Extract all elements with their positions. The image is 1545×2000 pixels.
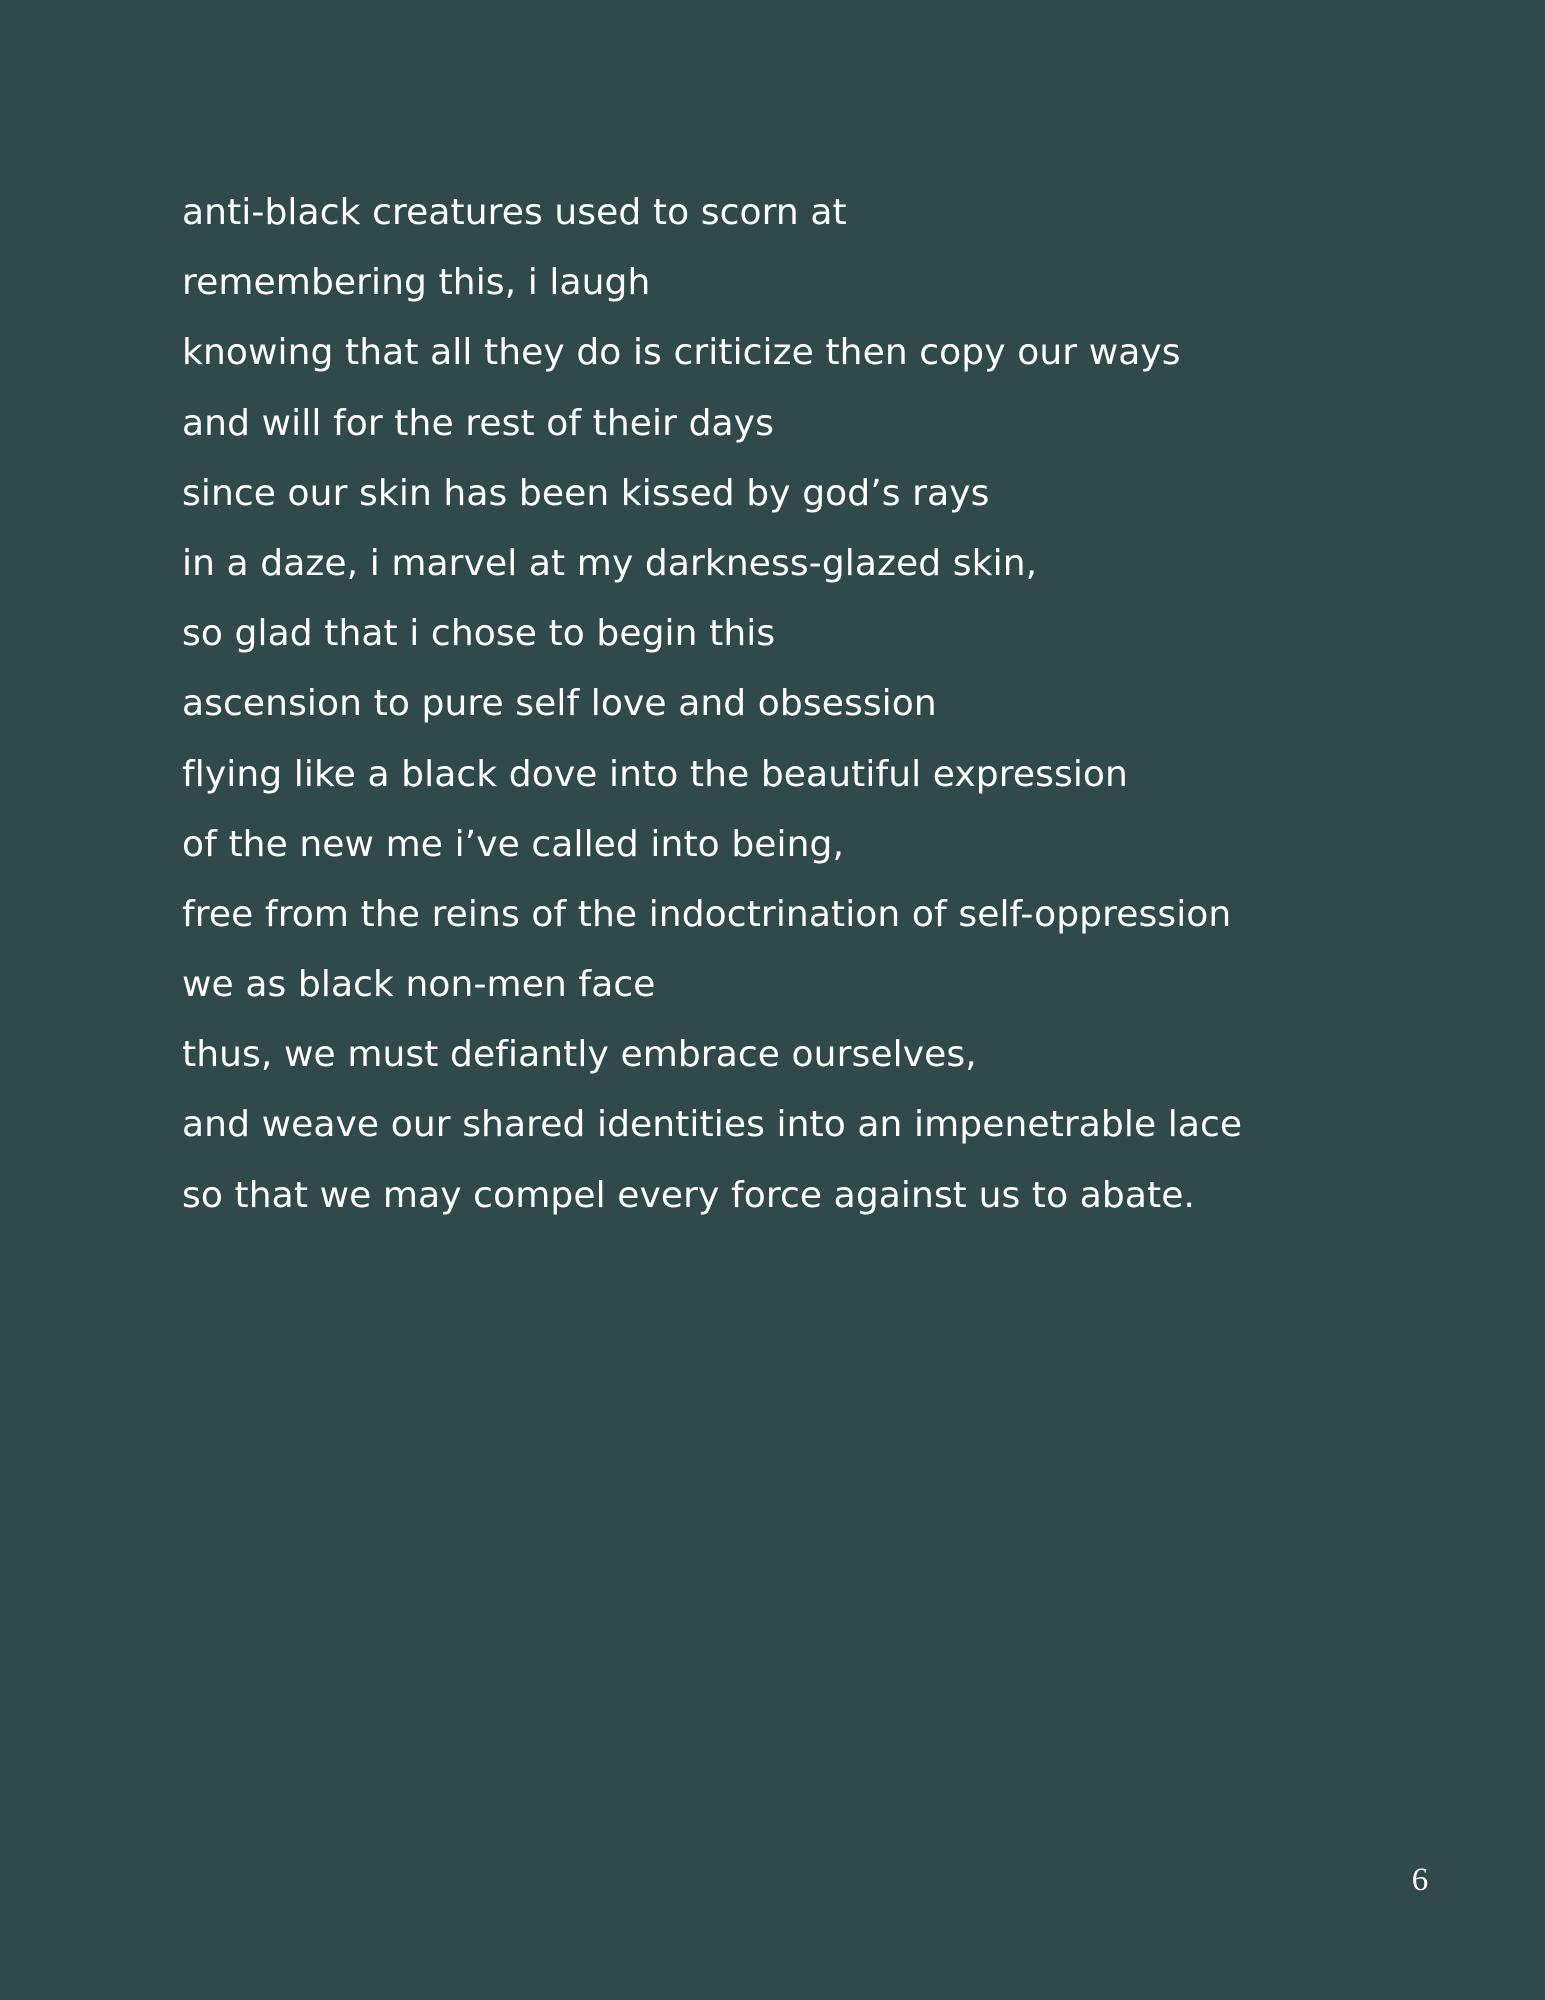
poem-line: we as black non-men face — [182, 964, 656, 1006]
poem-line: and will for the rest of their days — [182, 402, 774, 444]
poem-line: ascension to pure self love and obsession — [182, 683, 937, 725]
poem-line: of the new me i’ve called into being, — [182, 823, 845, 865]
poem-line: remembering this, i laugh — [182, 262, 651, 304]
poem-line: anti-black creatures used to scorn at — [182, 192, 847, 233]
poem-line: knowing that all they do is criticize then copy our ways — [182, 332, 1181, 374]
poem-line: so glad that i chose to begin this — [182, 613, 776, 655]
poem-line: free from the reins of the indoctrination of self-oppression — [182, 893, 1232, 935]
poem-line: in a daze, i marvel at my darkness-glazed skin, — [182, 542, 1038, 584]
poem-line: flying like a black dove into the beautiful expression — [182, 753, 1128, 795]
poem-text — [182, 178, 1242, 1231]
poem-line: since our skin has been kissed by god’s rays — [182, 472, 990, 514]
poem-line: and weave our shared identities into an impenetrable lace — [182, 1104, 1243, 1146]
poem-line: thus, we must defiantly embrace ourselves, — [182, 1034, 977, 1076]
page-number: 6 — [1411, 1862, 1429, 1898]
poem-line: so that we may compel every force against us to abate. — [182, 1174, 1196, 1216]
